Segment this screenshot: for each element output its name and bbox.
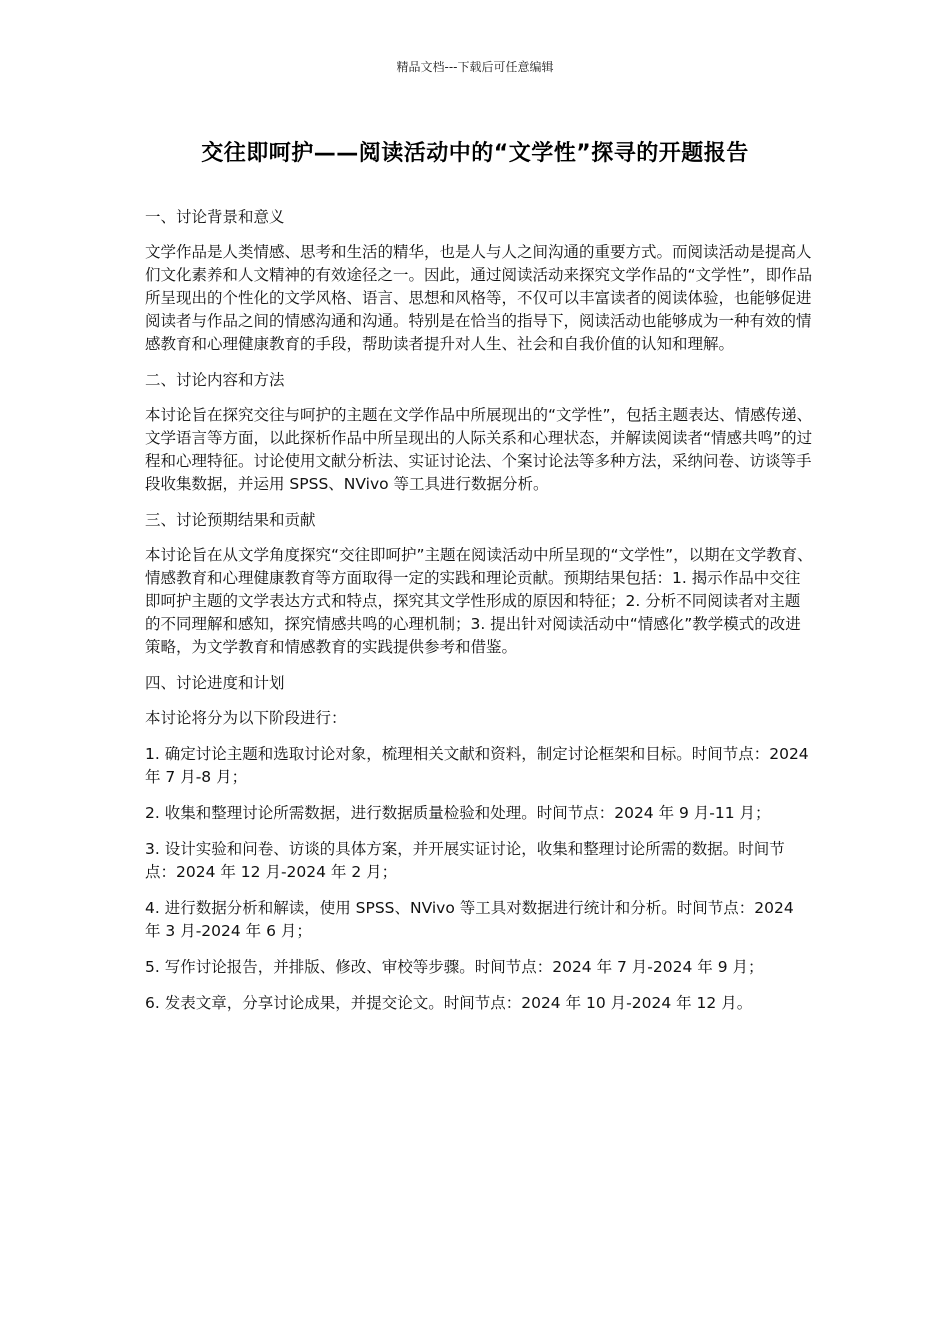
section-heading-background: 一、讨论背景和意义 [145, 208, 285, 226]
header-note: 精品文档---下载后可任意编辑 [396, 60, 554, 74]
document-body [145, 206, 813, 1028]
schedule-item: 1. 确定讨论主题和选取讨论对象，梳理相关文献和资料，制定讨论框架和目标。时间节点：2024 年 7 月-8 月； [145, 745, 809, 786]
schedule-item: 5. 写作讨论报告，并排版、修改、审校等步骤。时间节点：2024 年 7 月-2024 年 9 月； [145, 958, 764, 976]
schedule-item: 6. 发表文章，分享讨论成果，并提交论文。时间节点：2024 年 10 月-2024 年 12 月。 [145, 994, 753, 1012]
section-paragraph: 本讨论将分为以下阶段进行： [145, 709, 347, 727]
schedule-item: 3. 设计实验和问卷、访谈的具体方案，并开展实证讨论，收集和整理讨论所需的数据。时间节点：2024 年 12 月-2024 年 2 月； [145, 840, 785, 881]
section-heading-schedule: 四、讨论进度和计划 [145, 674, 285, 692]
section-heading-expected-results: 三、讨论预期结果和贡献 [145, 511, 316, 529]
section-paragraph: 文学作品是人类情感、思考和生活的精华，也是人与人之间沟通的重要方式。而阅读活动是提高人们文化素养和人文精神的有效途径之一。因此，通过阅读活动来探究文学作品的“文学性”，即作品所呈现出的个性化的文学风格、语言、思想和风格等，不仅可以丰富读者的阅读体验，也能够促进阅读者与作品之间的情感沟通和沟通。特别是在恰当的指导下，阅读活动也能够成为一种有效的情感教育和心理健康教育的手段，帮助读者提升对人生、社会和自我价值的认知和理解。 [145, 243, 813, 353]
section-paragraph: 本讨论旨在探究交往与呵护的主题在文学作品中所展现出的“文学性”，包括主题表达、情感传递、文学语言等方面，以此探析作品中所呈现出的人际关系和心理状态，并解读阅读者“情感共鸣”的过程和心理特征。讨论使用文献分析法、实证讨论法、个案讨论法等多种方法，采纳问卷、访谈等手段收集数据，并运用 SPSS、NVivo 等工具进行数据分析。 [145, 406, 813, 493]
document-title: 交往即呵护——阅读活动中的“文学性”探寻的开题报告 [201, 141, 749, 166]
schedule-item: 2. 收集和整理讨论所需数据，进行数据质量检验和处理。时间节点：2024 年 9 月-11 月； [145, 804, 771, 822]
schedule-item: 4. 进行数据分析和解读，使用 SPSS、NVivo 等工具对数据进行统计和分析。时间节点：2024 年 3 月-2024 年 6 月； [145, 899, 794, 940]
section-paragraph: 本讨论旨在从文学角度探究“交往即呵护”主题在阅读活动中所呈现的“文学性”，以期在文学教育、情感教育和心理健康教育等方面取得一定的实践和理论贡献。预期结果包括：1. 揭示作品中交往即呵护主题的文学表达方式和特点，探究其文学性形成的原因和特征；2. 分析不同阅读者对主题的不同理解和感知，探究情感共鸣的心理机制；3. 提出针对阅读活动中“情感化”教学模式的改进策略，为文学教育和情感教育的实践提供参考和借鉴。 [145, 546, 813, 656]
section-heading-content-method: 二、讨论内容和方法 [145, 371, 285, 389]
